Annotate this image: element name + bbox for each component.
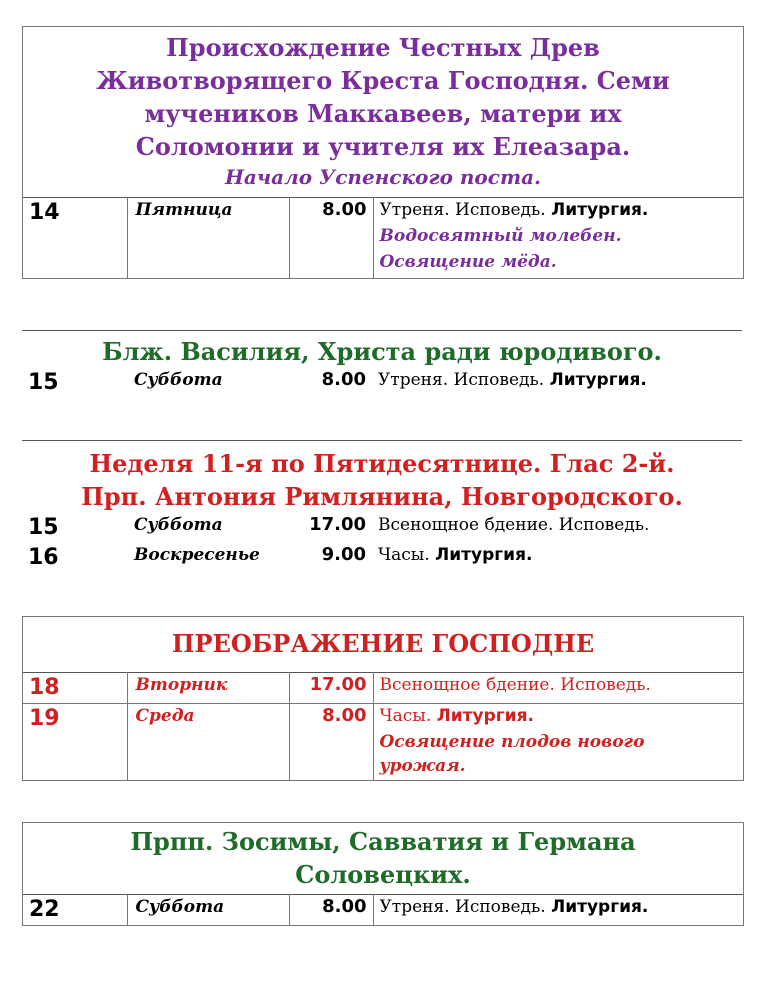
service-plain: Часы. xyxy=(378,545,430,565)
feast-block-transfiguration xyxy=(22,616,744,781)
day-number: 16 xyxy=(28,545,59,570)
service-extra: Освящение плодов нового xyxy=(379,732,645,752)
day-number: 15 xyxy=(28,370,59,395)
schedule-table xyxy=(22,513,742,573)
feast-block-sunday xyxy=(22,440,742,573)
feast-heading xyxy=(23,823,743,894)
service-description xyxy=(373,198,743,278)
heading-line: Прп. Антония Римлянина, Новгородского. xyxy=(81,482,683,511)
heading-line: ПРЕОБРАЖЕНИЕ ГОСПОДНЕ xyxy=(171,629,595,658)
service-extra: Освящение мёда. xyxy=(379,252,557,272)
schedule-table xyxy=(23,894,743,925)
heading-line: Происхождение Честных Древ xyxy=(166,33,600,62)
day-number: 19 xyxy=(23,704,127,780)
service-time: 17.00 xyxy=(309,514,366,535)
heading-line: Неделя 11-я по Пятидесятнице. Глас 2-й. xyxy=(89,449,675,478)
service-description xyxy=(373,895,743,926)
service-description xyxy=(373,673,743,704)
service-plain: Утреня. Исповедь. xyxy=(379,200,546,220)
service-bold: Литургия. xyxy=(551,200,649,220)
service-description xyxy=(372,543,742,573)
table-row xyxy=(23,895,743,926)
feast-heading xyxy=(22,331,742,368)
service-time: 8.00 xyxy=(289,704,373,780)
service-time: 9.00 xyxy=(321,544,366,565)
service-extra: урожая. xyxy=(379,756,466,776)
service-time: 17.00 xyxy=(289,673,373,704)
feast-block-solovki xyxy=(22,822,744,926)
service-time: 8.00 xyxy=(289,198,373,278)
heading-line: Прпп. Зосимы, Савватия и Германа xyxy=(130,827,636,856)
service-description xyxy=(373,704,743,780)
day-number: 14 xyxy=(23,198,127,278)
service-plain: Утреня. Исповедь. xyxy=(379,897,546,917)
day-number: 15 xyxy=(28,515,59,540)
service-bold: Литургия. xyxy=(549,370,647,390)
service-description xyxy=(372,513,742,543)
heading-line: Животворящего Креста Господня. Семи xyxy=(96,66,670,95)
table-row xyxy=(22,368,742,398)
weekday: Суббота xyxy=(127,895,289,926)
feast-heading xyxy=(22,441,742,513)
heading-line: Блж. Василия, Христа ради юродивого. xyxy=(102,337,662,366)
feast-block-cross xyxy=(22,26,744,279)
service-plain: Всенощное бдение. Исповедь. xyxy=(378,515,650,535)
service-extra: Водосвятный молебен. xyxy=(379,226,622,246)
weekday: Среда xyxy=(127,704,289,780)
weekday: Пятница xyxy=(127,198,289,278)
heading-line: Соломонии и учителя их Елеазара. xyxy=(135,132,631,161)
day-number: 18 xyxy=(23,673,127,704)
table-row xyxy=(23,704,743,780)
table-row xyxy=(23,673,743,704)
service-bold: Литургия. xyxy=(435,545,533,565)
table-row xyxy=(22,543,742,573)
schedule-table xyxy=(23,197,743,278)
heading-line: мучеников Маккавеев, матери их xyxy=(144,99,622,128)
weekday: Суббота xyxy=(134,515,223,535)
schedule-table xyxy=(23,672,743,780)
table-row xyxy=(23,198,743,278)
weekday: Вторник xyxy=(127,673,289,704)
heading-line: Соловецких. xyxy=(295,860,471,889)
fast-start-note: Начало Успенского поста. xyxy=(224,165,542,189)
service-bold: Литургия. xyxy=(436,706,534,726)
service-plain: Часы. xyxy=(379,706,432,726)
service-plain: Утреня. Исповедь. xyxy=(378,370,545,390)
service-time: 8.00 xyxy=(289,895,373,926)
feast-heading xyxy=(23,617,743,672)
day-number: 22 xyxy=(23,895,127,926)
feast-heading xyxy=(23,27,743,191)
service-plain: Всенощное бдение. Исповедь. xyxy=(379,675,651,695)
weekday: Воскресенье xyxy=(134,545,260,565)
table-row xyxy=(22,513,742,543)
service-time: 8.00 xyxy=(321,369,366,390)
service-bold: Литургия. xyxy=(551,897,649,917)
schedule-table xyxy=(22,368,742,398)
feast-block-basil xyxy=(22,330,742,398)
weekday: Суббота xyxy=(134,370,223,390)
service-description xyxy=(372,368,742,398)
